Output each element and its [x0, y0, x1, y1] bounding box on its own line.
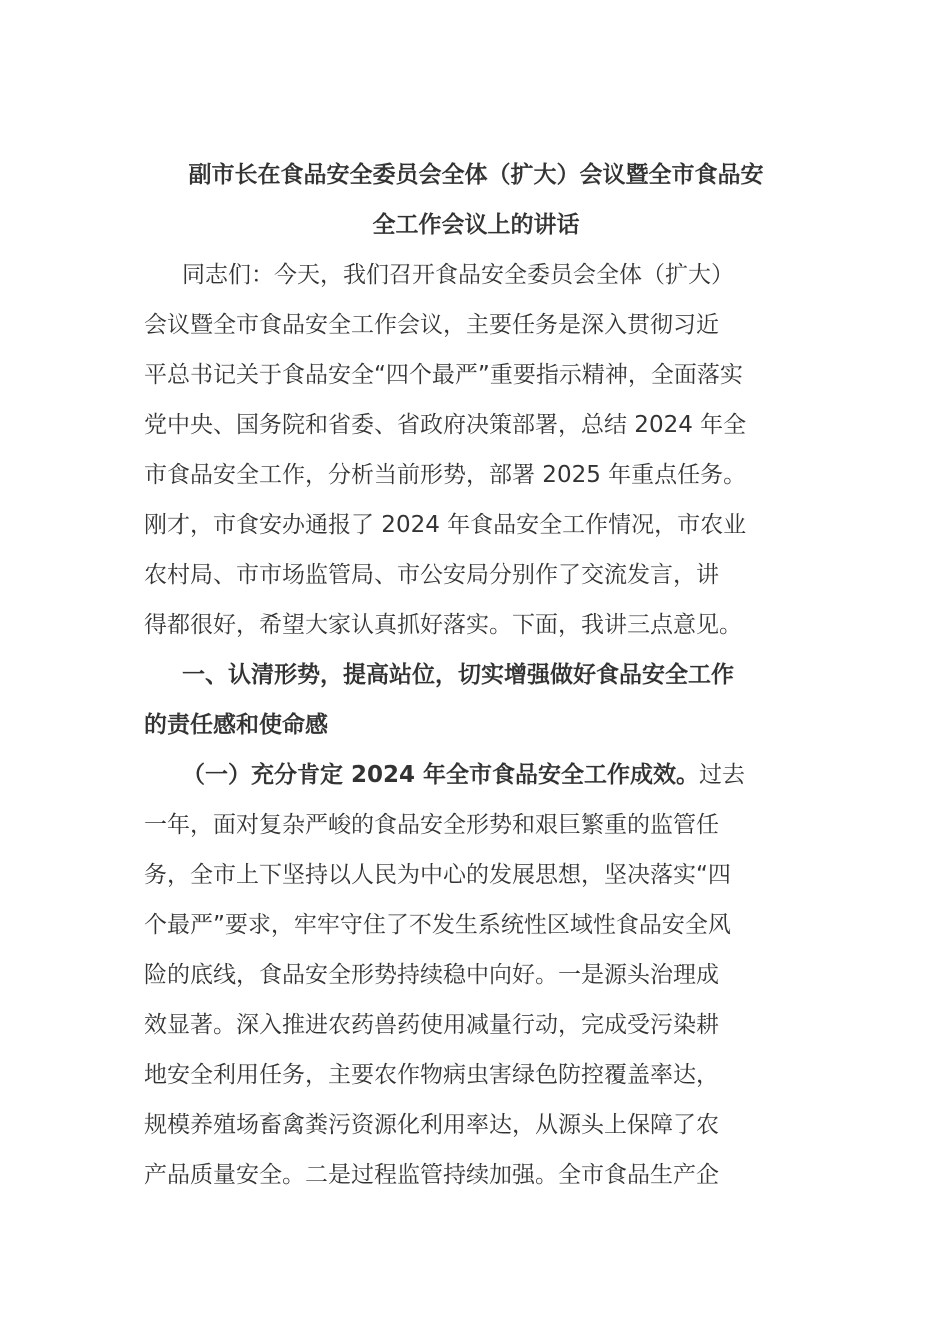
document-title [144, 150, 808, 250]
paragraph-line: 会议暨全市食品安全工作会议，主要任务是深入贯彻习近 [144, 312, 719, 338]
paragraph-line: 险的底线，食品安全形势持续稳中向好。一是源头治理成 [144, 962, 719, 988]
title-line: 全工作会议上的讲话 [372, 212, 580, 238]
paragraph-line: 效显著。深入推进农药兽药使用减量行动，完成受污染耕 [144, 1012, 719, 1038]
paragraph-line: 产品质量安全。二是过程监管持续加强。全市食品生产企 [144, 1162, 719, 1188]
paragraph-line: 同志们：今天，我们召开食品安全委员会全体（扩大） [182, 262, 734, 288]
paragraph-line [144, 750, 808, 800]
paragraph-line: 刚才，市食安办通报了 2024 年食品安全工作情况，市农业 [144, 512, 747, 538]
paragraph-line: 得都很好，希望大家认真抓好落实。下面，我讲三点意见。 [144, 612, 742, 638]
document-body [144, 150, 808, 1200]
heading-line: 一、认清形势，提高站位，切实增强做好食品安全工作 [182, 662, 734, 688]
paragraph-line: 市食品安全工作，分析当前形势，部署 2025 年重点任务。 [144, 462, 747, 488]
paragraph-text: 过去 [699, 762, 746, 788]
subsection-heading: （一）充分肯定 2024 年全市食品安全工作成效。 [182, 762, 700, 788]
paragraph-line: 个最严”要求，牢牢守住了不发生系统性区域性食品安全风 [144, 912, 731, 938]
title-line: 副市长在食品安全委员会全体（扩大）会议暨全市食品安 [188, 162, 764, 188]
paragraph-line: 党中央、国务院和省委、省政府决策部署，总结 2024 年全 [144, 412, 747, 438]
paragraph-line: 农村局、市市场监管局、市公安局分别作了交流发言，讲 [144, 562, 719, 588]
section-heading [144, 650, 808, 750]
paragraph-line: 一年，面对复杂严峻的食品安全形势和艰巨繁重的监管任 [144, 812, 719, 838]
intro-paragraph [144, 250, 808, 650]
paragraph-line: 规模养殖场畜禽粪污资源化利用率达，从源头上保障了农 [144, 1112, 719, 1138]
paragraph-line: 务，全市上下坚持以人民为中心的发展思想，坚决落实“四 [144, 862, 731, 888]
subsection-paragraph [144, 750, 808, 1200]
paragraph-line: 平总书记关于食品安全“四个最严”重要指示精神，全面落实 [144, 362, 743, 388]
paragraph-line: 地安全利用任务，主要农作物病虫害绿色防控覆盖率达， [144, 1062, 719, 1088]
heading-line: 的责任感和使命感 [144, 712, 328, 738]
